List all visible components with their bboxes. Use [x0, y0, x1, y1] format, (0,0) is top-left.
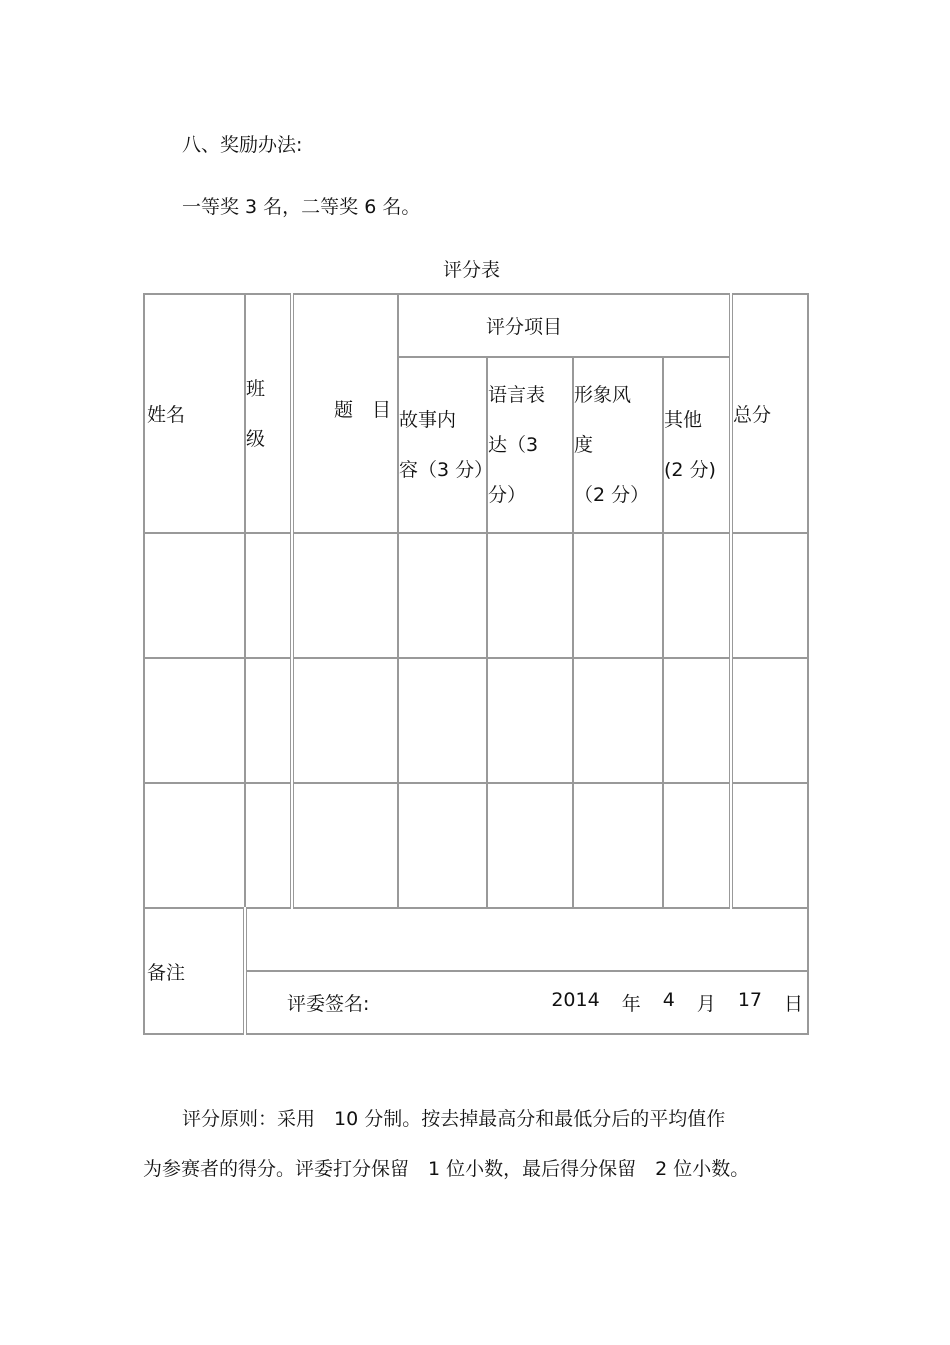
- award-text: 一等奖 3 名，二等奖 6 名。: [182, 196, 421, 218]
- date-day: 17: [737, 989, 762, 1011]
- judge-sign-label: 评委签名:: [287, 993, 370, 1015]
- header-language-line1: 语言表: [488, 384, 546, 406]
- date-day-unit: 日: [784, 993, 804, 1015]
- date-month-unit: 月: [696, 993, 716, 1015]
- date-year-unit: 年: [621, 993, 641, 1015]
- remarks-field: [245, 908, 808, 971]
- header-class-line1: 班: [246, 377, 266, 400]
- table-row: [144, 658, 808, 783]
- header-class-line2: 级: [246, 427, 266, 450]
- header-other-line2: (2 分): [664, 459, 716, 481]
- scoring-principle-line2: 为参赛者的得分。评委打分保留 1 位小数，最后得分保留 2 位小数。: [143, 1158, 750, 1180]
- header-image-line3: （2 分）: [574, 484, 650, 506]
- date-month: 4: [662, 989, 675, 1011]
- judge-sign-row: [245, 971, 808, 1034]
- header-other: [663, 357, 731, 533]
- header-image: [573, 357, 663, 533]
- header-story: [398, 357, 494, 533]
- header-name: 姓名: [144, 294, 245, 533]
- header-scoring-items: 评分项目: [398, 294, 731, 357]
- sign-date: [551, 989, 803, 1016]
- remarks-label: 备注: [144, 908, 245, 1034]
- header-story-line2: 容（3 分）: [399, 459, 494, 481]
- header-language: [487, 357, 573, 533]
- table-row: [144, 533, 808, 658]
- header-other-line1: 其他: [664, 409, 703, 431]
- date-year: 2014: [551, 989, 600, 1011]
- header-language-line2: 达（3 分）: [488, 434, 539, 506]
- header-topic: 题 目: [292, 294, 398, 533]
- section-heading: 八、奖励办法:: [182, 134, 303, 156]
- header-class: [245, 294, 292, 533]
- header-image-line2: 度: [574, 434, 594, 456]
- table-title: 评分表: [443, 259, 501, 281]
- header-total: 总分: [731, 294, 808, 533]
- header-image-line1: 形象风: [574, 384, 632, 406]
- score-table: [143, 293, 809, 1035]
- scoring-principle-line1: 评分原则：采用 10 分制。按去掉最高分和最低分后的平均值作: [182, 1108, 726, 1130]
- table-row: [144, 783, 808, 908]
- header-story-line1: 故事内: [399, 409, 457, 431]
